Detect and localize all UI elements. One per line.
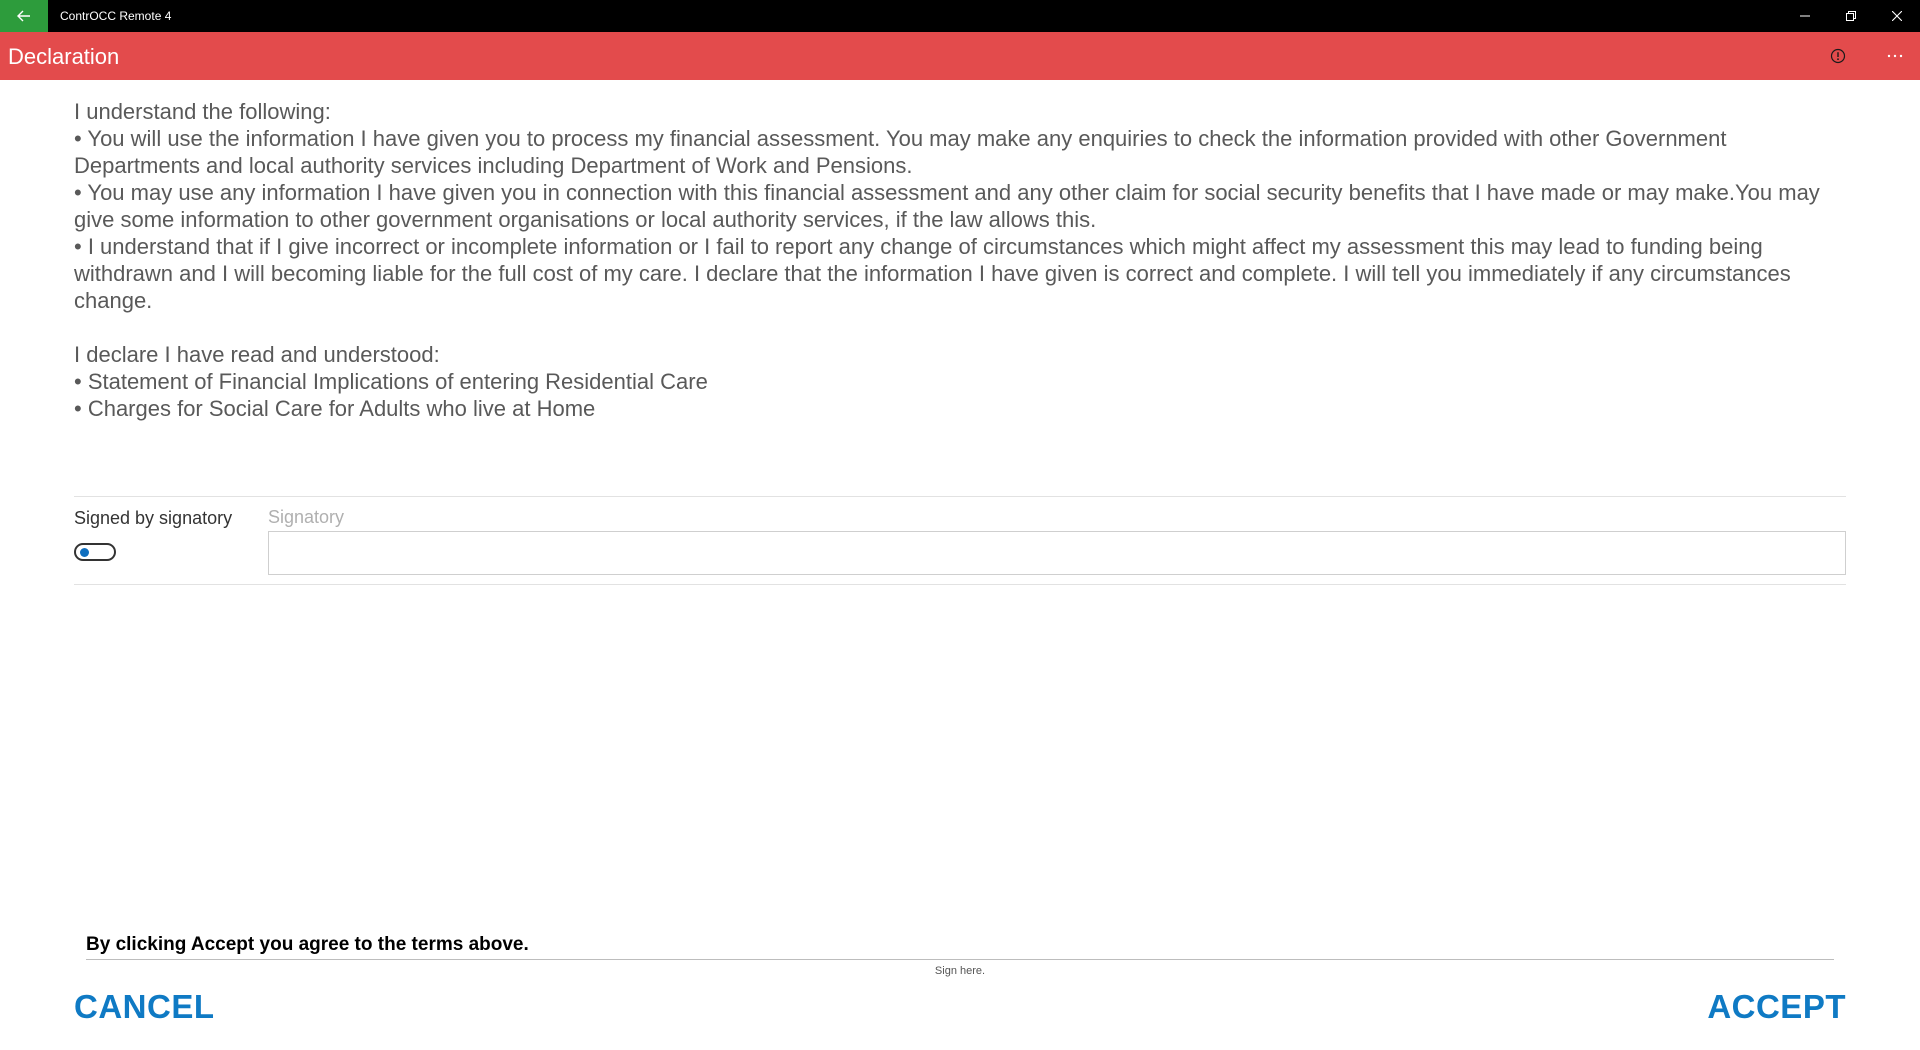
signed-by-signatory-toggle[interactable] (74, 543, 116, 561)
read-bullet: • Charges for Social Care for Adults who live at Home (74, 396, 596, 421)
declaration-bullet: • You will use the information I have given you to process my financial assessment. You may make any enquiries to check the information provided with other Government Departments and local authority services including Department of Work and Pensions. (74, 126, 1727, 178)
title-bar (0, 0, 1920, 32)
page-header (0, 32, 1920, 80)
info-button[interactable] (1820, 38, 1856, 74)
signatory-input[interactable] (268, 531, 1846, 575)
declaration-bullet: • I understand that if I give incorrect or incomplete information or I fail to report any change of circumstances which might affect my assessment this may lead to funding being withdrawn and I will becoming liable for the full cost of my care. I declare that the information I have given is correct and complete. I will tell you immediately if any circumstances change. (74, 234, 1791, 313)
declaration-bullet: • You may use any information I have given you in connection with this financial assessment and any other claim for social security benefits that I have made or may make.You may give some information to other government organisations or local authority services, if the law allows this. (74, 180, 1820, 232)
restore-button[interactable] (1828, 0, 1874, 32)
info-icon (1830, 48, 1846, 64)
close-button[interactable] (1874, 0, 1920, 32)
read-heading: I declare I have read and understood: (74, 342, 440, 367)
close-icon (1892, 11, 1902, 21)
cancel-button[interactable]: CANCEL (74, 988, 215, 1025)
more-options-button[interactable] (1877, 38, 1913, 74)
arrow-left-icon (17, 10, 31, 22)
minimize-button[interactable] (1782, 0, 1828, 32)
sign-here-label: Sign here. (934, 965, 986, 977)
divider (74, 496, 1846, 497)
agree-text: By clicking Accept you agree to the terms above. (86, 934, 529, 955)
divider (74, 584, 1846, 585)
restore-icon (1846, 11, 1856, 21)
spacer (74, 314, 1854, 341)
declaration-text (74, 98, 1854, 422)
signed-by-signatory-label: Signed by signatory (74, 508, 233, 528)
back-button[interactable] (0, 0, 48, 32)
page-title: Declaration (8, 44, 120, 69)
minimize-icon (1800, 11, 1810, 21)
understand-heading: I understand the following: (74, 99, 331, 124)
more-icon (1887, 54, 1903, 58)
accept-button[interactable]: ACCEPT (1707, 988, 1846, 1025)
app-title: ContrOCC Remote 4 (60, 9, 172, 23)
toggle-knob (80, 548, 89, 557)
read-bullet: • Statement of Financial Implications of entering Residential Care (74, 369, 708, 394)
signatory-field-label: Signatory (268, 507, 345, 527)
signature-line (86, 959, 1834, 960)
